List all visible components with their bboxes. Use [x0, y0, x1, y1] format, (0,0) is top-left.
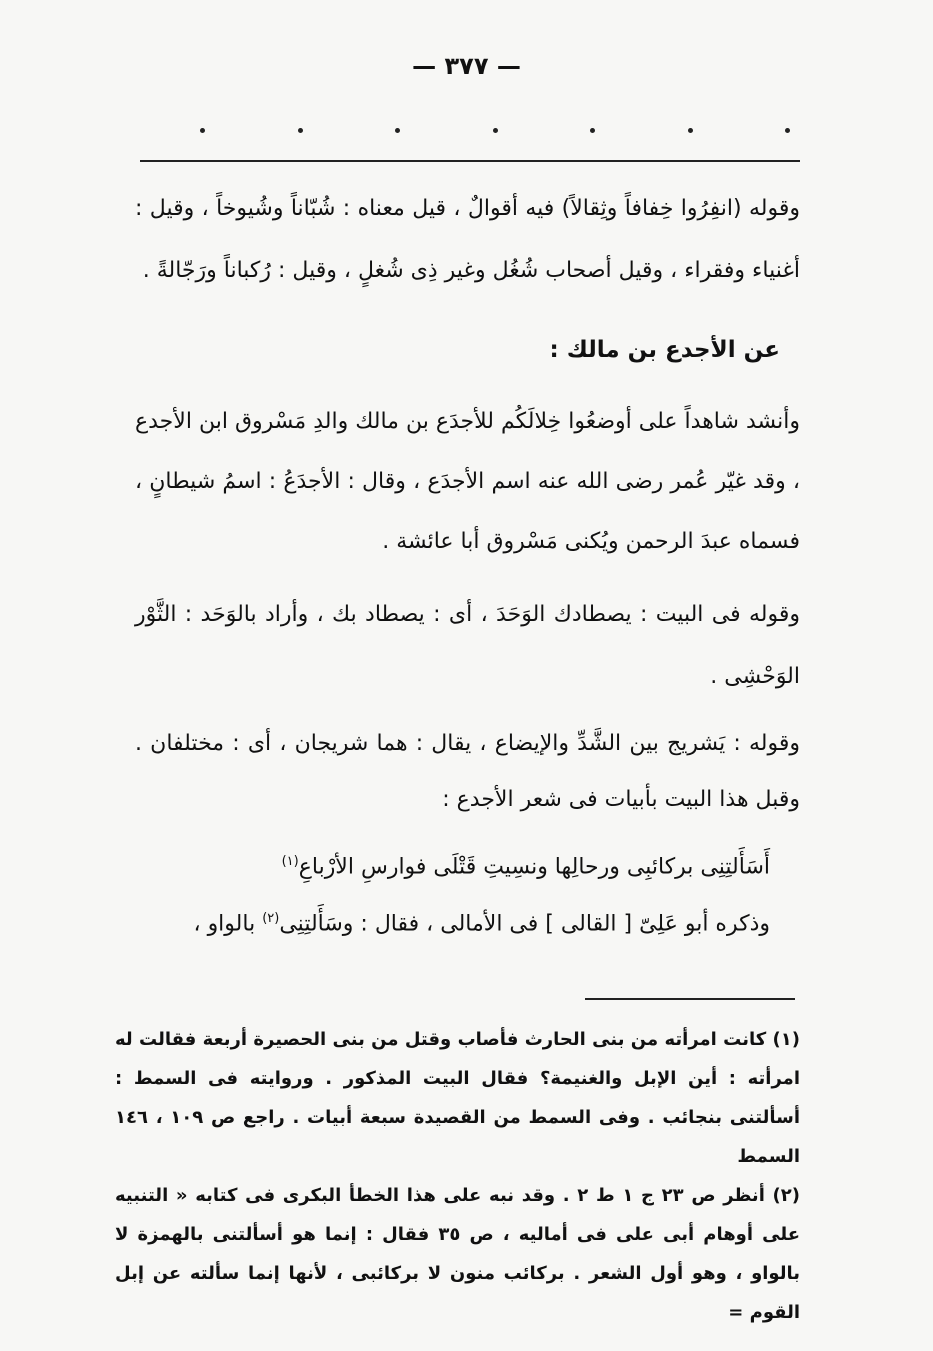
paragraph-4: وقوله : يَشريج بين الشَّدِّ والإيضاع ، يقال : هما شريجان ، أى : مختلفان . وقبل هذا البيت بأبيات فى شعر الأجدع :	[135, 731, 800, 812]
footnote-rule	[585, 998, 795, 1000]
footnotes	[115, 1020, 800, 1332]
paragraph-5-part-a: وذكره أبو عَلِىّ [ القالى ] فى الأمالى ، فقال : وسَأَلتِنِى	[279, 911, 770, 937]
ornament-dots	[200, 128, 790, 133]
main-text	[135, 178, 800, 951]
paragraph-2: وأنشد شاهداً على أوضعُوا خِلالَكُم للأجدَع بن مالك والدِ مَسْروق ابن الأجدع ، وقد غيّر عُمر رضى الله عنه اسم الأجدَع ، وقال : الأجدَعُ : اسمُ شيطانٍ ، فسماه عبدَ الرحمن ويُكنى مَسْروق أبا عائشة .	[135, 409, 800, 554]
footnote-marker-1: (١)	[281, 854, 299, 869]
ornament-dot	[395, 128, 400, 133]
ornament-dot	[785, 128, 790, 133]
ornament-dot	[590, 128, 595, 133]
verse-line	[135, 836, 800, 893]
section-heading: عن الأجدع بن مالك :	[549, 337, 780, 363]
paragraph-1: وقوله (انفِرُوا خِفافاً وثِقالاً) فيه أقوالٌ ، قيل معناه : شُبّاناً وشُيوخاً ، وقيل : أغنياء وفقراء ، وقيل أصحاب شُغُل وغير ذِى شُغلٍ ، وقيل : رُكباناً ورَجّالةً .	[135, 196, 800, 283]
page-number: — ٣٧٧ —	[412, 52, 521, 80]
paragraph-5-part-b: بالواو ،	[193, 911, 256, 937]
ornament-dot	[200, 128, 205, 133]
verse-text: أَسَأَلتِنِى بركائبِى ورحالِها ونسِيتِ قَتْلَى فوارسِ الأرْباعِ	[298, 854, 770, 880]
footnote-1: (١) كانت امرأته من بنى الحارث فأصاب وقتل من بنى الحصيرة أربعة فقالت له امرأته : أين الإبل والغنيمة؟ فقال البيت المذكور . وروايته فى السمط : أسألتنى بنجائب . وفى السمط من القصيدة سبعة أبيات . راجع ص ١٠٩ ، ١٤٦ السمط	[115, 1029, 800, 1167]
paragraph-3: وقوله فى البيت : يصطادك الوَحَدَ ، أى : يصطاد بك ، وأراد بالوَحَد : الثَّوْر الوَحْشِى .	[135, 602, 800, 689]
footnote-2: (٢) أنظر ص ٢٣ ج ١ ط ٢ . وقد نبه على هذا الخطأ البكرى فى كتابه « التنبيه على أوهام أبى على فى أماليه ، ص ٣٥ فقال : إنما هو أسألتنى بالهمزة لا بالواو ، وهو أول الشعر . بركائب منون لا بركائبى ، لأنها إنما سألته عن إبل القوم =	[115, 1185, 801, 1323]
ornament-dot	[688, 128, 693, 133]
top-rule	[140, 160, 800, 162]
ornament-dot	[493, 128, 498, 133]
footnote-marker-2: (٢)	[262, 911, 280, 927]
ornament-dot	[298, 128, 303, 133]
paragraph-5	[135, 893, 800, 950]
